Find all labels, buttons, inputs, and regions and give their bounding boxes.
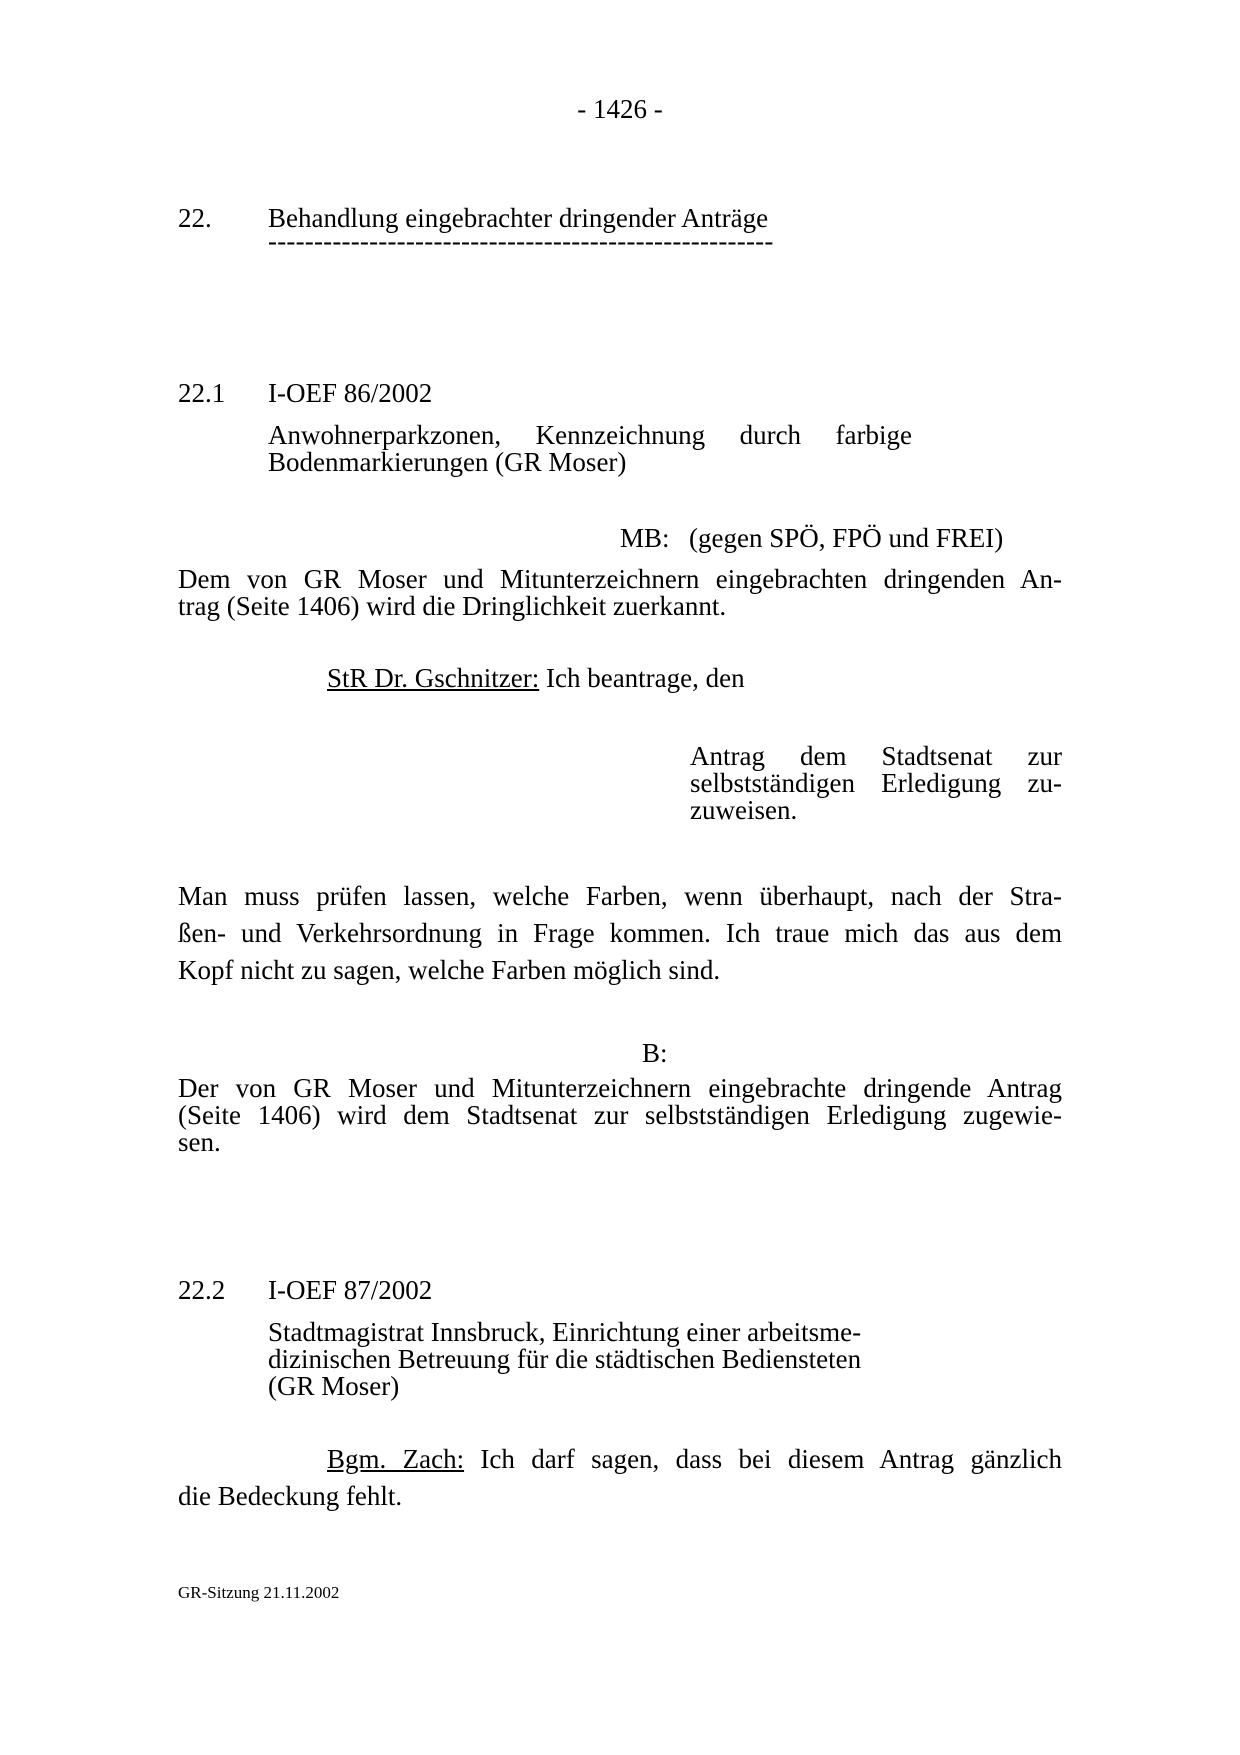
item1-speech-intro [327,665,745,692]
item1-decision-label: B: [642,1038,668,1068]
item1-number: 22.1 [178,378,226,408]
page-number: - 1426 - [577,94,663,124]
item1-speaker: StR Dr. Gschnitzer: [327,663,540,693]
item2-subject-line3: (GR Moser) [268,1371,400,1401]
item2-speech-line1: Ich darf sagen, dass bei diesem Antrag gänzlich [464,1444,1062,1474]
item2-speech-line2: die Bedeckung fehlt. [178,1481,403,1511]
item1-decision-line1: Der von GR Moser und Mitunterzeichnern eingebrachte dringende Antrag [178,1073,1062,1103]
item1-speech-line3: Kopf nicht zu sagen, welche Farben möglich sind. [178,955,721,985]
item1-subject-line2: Bodenmarkierungen (GR Moser) [268,447,627,477]
item2-subject-line1: Stadtmagistrat Innsbruck, Einrichtung einer arbeitsme- [268,1317,862,1347]
item1-motion-line1: Antrag dem Stadtsenat zur [690,741,1062,771]
item1-motion-line3: zuweisen. [690,795,798,825]
item1-subject-line1: Anwohnerparkzonen, Kennzeichnung durch farbige [268,420,912,450]
item1-speech-line1: Man muss prüfen lassen, welche Farben, wenn überhaupt, nach der Stra- [178,881,1062,911]
item1-speech-intro-text: Ich beantrage, den [539,663,745,693]
footer: GR-Sitzung 21.11.2002 [178,1583,340,1602]
item1-vote-detail: (gegen SPÖ, FPÖ und FREI) [689,523,1004,553]
item1-decision-line2: (Seite 1406) wird dem Stadtsenat zur selbstständigen Erledigung zugewie- [178,1100,1062,1130]
item2-subject-line2: dizinischen Betreuung für die städtischen Bediensteten [268,1344,862,1374]
item1-resolution-line2: trag (Seite 1406) wird die Dringlichkeit zuerkannt. [178,591,727,621]
item1-motion-line2: selbstständigen Erledigung zu- [690,768,1062,798]
section-title: Behandlung eingebrachter dringender Anträge [268,203,769,233]
item1-code: I-OEF 86/2002 [268,378,433,408]
item1-decision-line3: sen. [178,1127,221,1157]
section-title-rule: ------------------------------------------------------- [268,226,774,256]
item1-speech-line2: ßen- und Verkehrsordnung in Frage kommen. Ich traue mich das aus dem [178,918,1062,948]
item2-code: I-OEF 87/2002 [268,1275,433,1305]
item2-speaker: Bgm. Zach: [327,1444,465,1474]
item2-number: 22.2 [178,1275,226,1305]
section-number: 22. [178,203,212,233]
item2-speech-line1-row [327,1446,1062,1473]
item1-resolution-line1: Dem von GR Moser und Mitunterzeichnern eingebrachten dringenden An- [178,564,1062,594]
item1-vote-label: MB: [620,523,670,553]
